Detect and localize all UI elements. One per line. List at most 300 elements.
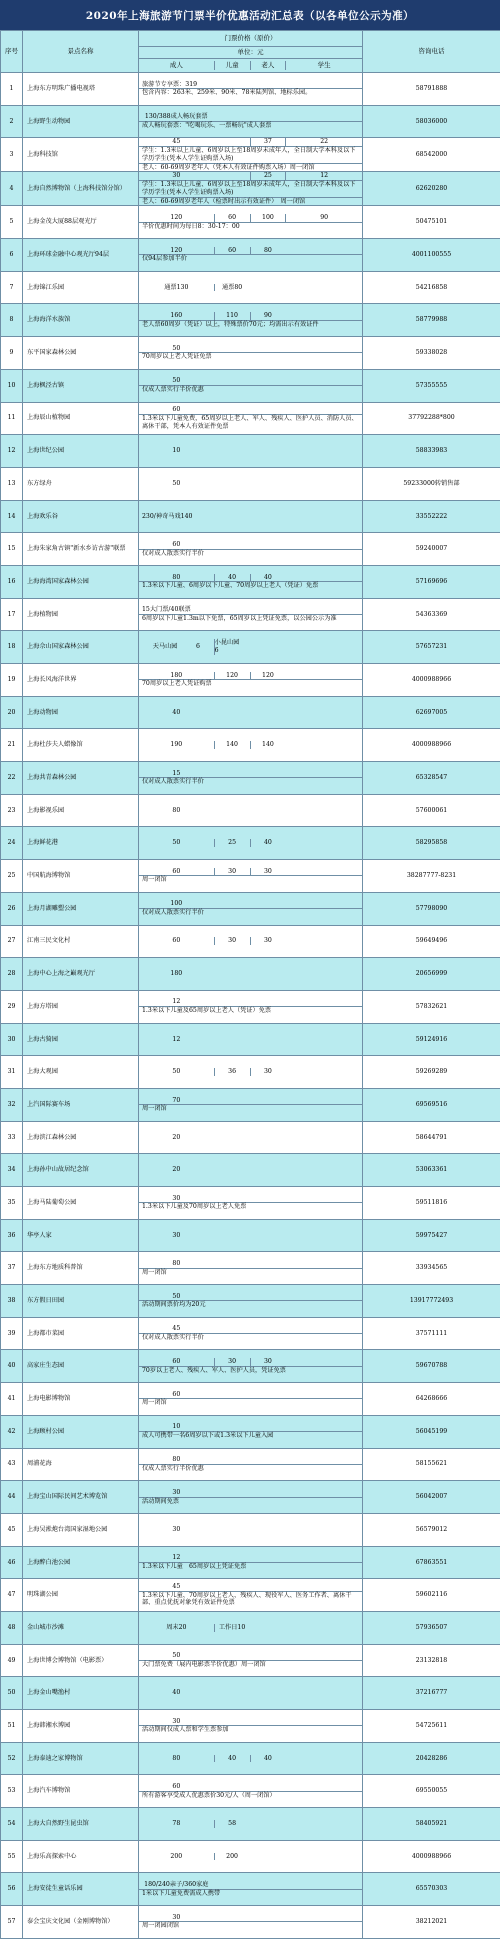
price-cell [139,1677,363,1710]
attraction-name: 泰会宝庆文化园（金刚博物馆） [23,1906,139,1939]
row-number: 37 [1,1252,23,1285]
table-row [1,631,500,664]
price-cell [139,1023,363,1056]
price-cell [139,304,363,337]
price-cell [139,239,363,272]
row-number: 48 [1,1611,23,1644]
price-adult: 60 [139,541,214,549]
attraction-name: 中国航海博物馆 [23,860,139,893]
price-cell [139,1742,363,1775]
price-adult: 70 [139,1097,214,1105]
price-note-2: 老人：60-69周岁老年人（检票时出示有效证件） 周一闭馆 [139,198,362,206]
attraction-name: 上海杜莎夫人蜡像馆 [23,729,139,762]
row-number: 35 [1,1187,23,1220]
row-number: 45 [1,1513,23,1546]
price-adult: 15 [139,770,214,778]
phone-number: 13917772493 [363,1285,500,1318]
table-row [1,1513,500,1546]
price-child: 200 [214,1853,250,1861]
phone-number: 58791888 [363,73,500,106]
price-adult: 120 [139,214,214,222]
price-note-2: 包含内容：263米、259米、90米、78米陆列馆、地标乐园。 [139,89,362,97]
attraction-name: 上海电影博物馆 [23,1383,139,1416]
phone-number: 37216777 [363,1677,500,1710]
price-cell [139,729,363,762]
price-note: 周一闭馆 [139,1269,362,1277]
table-header [1,31,500,73]
price-cell [139,402,363,435]
phone-number: 23132818 [363,1644,500,1677]
row-number: 19 [1,664,23,697]
attraction-name: 上海滨江森林公园 [23,1121,139,1154]
header-adult: 成人 [139,61,214,69]
phone-number: 62697005 [363,696,500,729]
phone-number: 57657231 [363,631,500,664]
row-number: 47 [1,1579,23,1612]
row-number: 20 [1,696,23,729]
attraction-name: 上海长风海洋世界 [23,664,139,697]
header-price-cols [139,59,363,73]
price-adult: 120 [139,247,214,255]
price-adult: 10 [139,1423,214,1431]
price-cell [139,467,363,500]
price-cell [139,827,363,860]
phone-number: 65570303 [363,1873,500,1906]
phone-number: 59649496 [363,925,500,958]
price-note: 周一闭馆 [139,1399,362,1407]
price-cell [139,172,363,206]
price-adult: 45 [139,1583,214,1591]
price-adult: 60 [139,1358,214,1366]
attraction-name: 金山城市沙滩 [23,1611,139,1644]
table-row [1,1873,500,1906]
attraction-name: 上海大自然野生昆虫馆 [23,1808,139,1841]
table-row [1,1546,500,1579]
price-cell [139,1415,363,1448]
phone-number: 53063361 [363,1154,500,1187]
price-elder: 30 [250,868,286,876]
price-cell [139,664,363,697]
row-number: 26 [1,892,23,925]
table-row [1,925,500,958]
price-table [0,30,500,1939]
attraction-name: 上海世博会博物馆（电影票） [23,1644,139,1677]
phone-number: 69569516 [363,1088,500,1121]
price-elder: 40 [250,839,286,847]
price-note-2: 老人：60-69周岁老年人（凭本人有效证件购票入场）周一闭馆 [139,164,362,172]
price-cell [139,892,363,925]
header-phone: 咨询电话 [363,31,500,73]
price-student: 22 [285,138,362,146]
phone-number: 56579012 [363,1513,500,1546]
price-adult: 45 [139,1325,214,1333]
price-adult: 50 [139,1293,214,1301]
phone-number: 4000988966 [363,1840,500,1873]
price-child: 25 [214,839,250,847]
price-adult: 80 [139,1755,214,1763]
attraction-name: 上海古猗园 [23,1023,139,1056]
table-row [1,239,500,272]
price-cell [139,500,363,533]
row-number: 1 [1,73,23,106]
table-row [1,1840,500,1873]
price-elder: 30 [250,1358,286,1366]
row-number: 53 [1,1775,23,1808]
row-number: 3 [1,138,23,172]
price-child: 通票80 [214,284,250,292]
price-adult: 50 [139,1068,214,1076]
price-adult: 30 [139,1526,214,1534]
attraction-name: 上海顾村公园 [23,1415,139,1448]
phone-number: 37792288*800 [363,402,500,435]
attraction-name: 上海泰迪之家博物馆 [23,1742,139,1775]
price-note: 仅94层参加半价 [139,255,362,263]
table-row [1,1317,500,1350]
price-elder: 140 [250,741,286,749]
table-row [1,1219,500,1252]
row-number: 42 [1,1415,23,1448]
row-number: 46 [1,1546,23,1579]
price-cell [139,762,363,795]
phone-number: 58405921 [363,1808,500,1841]
row-number: 13 [1,467,23,500]
price-child: 58 [214,1820,250,1828]
price-note: 仅对成人散票实行半价 [139,1334,362,1342]
price-child: 36 [214,1068,250,1076]
price-child: 60 [214,214,250,222]
price-adult: 160 [139,312,214,320]
price-adult: 12 [139,998,214,1006]
attraction-name: 上海环球金融中心观光厅94层 [23,239,139,272]
price-cell [139,1252,363,1285]
phone-number: 59511816 [363,1187,500,1220]
price-adult: 60 [139,406,214,414]
header-unit: 单位：元 [139,47,363,59]
price-cell [139,73,363,106]
price-elder: 40 [250,574,286,582]
phone-number: 37571111 [363,1317,500,1350]
row-number: 55 [1,1840,23,1873]
phone-number: 57936507 [363,1611,500,1644]
phone-number: 58644791 [363,1121,500,1154]
price-adult: 通票130 [139,284,214,292]
page-title: 2020年上海旅游节门票半价优惠活动汇总表（以各单位公示为准） [0,0,500,30]
attraction-name: 上海方塔园 [23,990,139,1023]
price-note: 70周岁以上老人凭证购票 [139,680,362,688]
phone-number: 20656999 [363,958,500,991]
attraction-name: 上海自然博物馆（上海科技馆分馆） [23,172,139,206]
price-adult: 天马山园 6 [139,643,214,651]
price-adult: 60 [139,1783,214,1791]
header-child: 儿童 [214,61,250,69]
row-number: 36 [1,1219,23,1252]
price-cell [139,1154,363,1187]
attraction-name: 上海朱家角古镇"新水乡访古游"联票 [23,533,139,566]
price-note: 1米以下儿童免费需成人携带 [139,1890,362,1898]
phone-number: 54725611 [363,1710,500,1743]
price-cell [139,990,363,1023]
price-cell [139,206,363,239]
price-adult: 190 [139,741,214,749]
price-note: 1.3米以下儿童及70周岁以上老人免票 [139,1203,362,1211]
price-adult: 60 [139,1391,214,1399]
attraction-name: 东方假日田园 [23,1285,139,1318]
price-cell [139,1481,363,1514]
price-cell [139,105,363,138]
price-adult: 80 [139,574,214,582]
price-elder: 37 [250,138,286,146]
row-number: 34 [1,1154,23,1187]
phone-number: 58155621 [363,1448,500,1481]
price-note: 70周岁以上老人凭证免票 [139,353,362,361]
row-number: 7 [1,271,23,304]
price-student: 12 [285,172,362,180]
price-adult: 45 [139,138,214,146]
price-note: 学生：1.3米以上儿童、6周岁以上至18周岁未成年人，全日制大学本科及以下学历学生(凭本人学生证购票入场) [139,181,362,197]
price-adult: 30 [139,1195,214,1203]
row-number: 43 [1,1448,23,1481]
row-number: 23 [1,794,23,827]
phone-number: 33552222 [363,500,500,533]
table-row [1,1611,500,1644]
price-cell [139,1710,363,1743]
price-note: 半价优惠时间为每日8：30-17：00 [139,223,362,231]
price-adult: 周末20 [139,1624,214,1632]
table-row [1,794,500,827]
phone-number: 58779988 [363,304,500,337]
attraction-name: 上海佘山国家森林公园 [23,631,139,664]
table-row [1,762,500,795]
table-row [1,1448,500,1481]
price-adult: 10 [139,447,214,455]
row-number: 5 [1,206,23,239]
price-cell [139,794,363,827]
table-row [1,1383,500,1416]
table-row [1,172,500,206]
price-cell [139,925,363,958]
attraction-name: 周浦花海 [23,1448,139,1481]
table-row [1,271,500,304]
price-cell [139,958,363,991]
table-row [1,1285,500,1318]
price-cell [139,1219,363,1252]
attraction-name: 上海都市菜园 [23,1317,139,1350]
price-cell [139,631,363,664]
price-adult: 50 [139,480,214,488]
attraction-name: 上海马陆葡萄公园 [23,1187,139,1220]
attraction-name: 上海东方明珠广播电视塔 [23,73,139,106]
table-row [1,304,500,337]
row-number: 21 [1,729,23,762]
table-row [1,435,500,468]
table-row [1,1415,500,1448]
row-number: 11 [1,402,23,435]
row-number: 25 [1,860,23,893]
attraction-name: 东方绿舟 [23,467,139,500]
phone-number: 20428286 [363,1742,500,1775]
table-row [1,1644,500,1677]
price-adult: 30 [139,1914,214,1922]
price-cell [139,1088,363,1121]
row-number: 38 [1,1285,23,1318]
price-child: 40 [214,1755,250,1763]
phone-number: 38287777-8231 [363,860,500,893]
row-number: 28 [1,958,23,991]
table-row [1,467,500,500]
row-number: 2 [1,105,23,138]
attraction-name: 上海大观园 [23,1056,139,1089]
phone-number: 65328547 [363,762,500,795]
price-note: 大门票免费（展内电影票半价优惠）周一闭馆 [139,1661,362,1669]
phone-number: 69550055 [363,1775,500,1808]
table-row [1,729,500,762]
attraction-name: 上海吴淞炮台湾国家湿地公园 [23,1513,139,1546]
attraction-name: 江南三民文化村 [23,925,139,958]
table-row [1,500,500,533]
phone-number: 57798090 [363,892,500,925]
price-cell [139,598,363,631]
table-row [1,1121,500,1154]
phone-number: 62620280 [363,172,500,206]
phone-number: 67863551 [363,1546,500,1579]
phone-number: 58036000 [363,105,500,138]
row-number: 30 [1,1023,23,1056]
price-cell [139,1579,363,1612]
table-row [1,533,500,566]
row-number: 44 [1,1481,23,1514]
attraction-name: 上海共青森林公园 [23,762,139,795]
price-cell [139,696,363,729]
attraction-name: 上海月湖雕塑公园 [23,892,139,925]
price-note: 所有游客享受成人优惠票价30元/人（周一闭馆） [139,1792,362,1800]
attraction-name: 上海安徒生童话乐园 [23,1873,139,1906]
phone-number: 57600061 [363,794,500,827]
price-adult: 80 [139,807,214,815]
attraction-name: 上海东方地质科普馆 [23,1252,139,1285]
phone-number: 59670788 [363,1350,500,1383]
price-adult: 80 [139,1260,214,1268]
row-number: 41 [1,1383,23,1416]
price-note: 周一闭馆 [139,876,362,884]
attraction-name: 上海锦江乐园 [23,271,139,304]
attraction-name: 上海枫泾古镇 [23,369,139,402]
price-elder: 80 [250,247,286,255]
attraction-name: 上海汽车博物馆 [23,1775,139,1808]
price-note: 周一闭馆 [139,1105,362,1113]
price-cell [139,1546,363,1579]
price-adult: 30 [139,1232,214,1240]
phone-number: 59602116 [363,1579,500,1612]
price-child: 30 [214,937,250,945]
row-number: 14 [1,500,23,533]
attraction-name: 上海欢乐谷 [23,500,139,533]
price-note: 周一闭园闭馆 [139,1922,362,1930]
price-adult: 180 [139,672,214,680]
row-number: 27 [1,925,23,958]
table-row [1,369,500,402]
table-body [1,73,500,1939]
price-cell [139,1350,363,1383]
attraction-name: 东平国家森林公园 [23,337,139,370]
table-row [1,1023,500,1056]
table-row [1,105,500,138]
header-elder: 老人 [250,61,286,69]
price-note: 1.3米以下儿童免费，65周岁以上老人、军人、残疾人、医护人员、消防人员、离休干部，凭本人有效证件免票 [139,415,362,431]
price-note: 仅成人票实行半价优惠 [139,1465,362,1473]
price-note: 成人畅玩套票："吃喝玩乐、一票畅玩"成人套票 [139,122,362,130]
table-row [1,73,500,106]
price-cell [139,1056,363,1089]
price-cell [139,1317,363,1350]
table-row [1,1579,500,1612]
phone-number: 54216858 [363,271,500,304]
row-number: 49 [1,1644,23,1677]
price-note: 1.3米以下儿童 65周岁以上凭证免票 [139,1563,362,1571]
table-row [1,1252,500,1285]
price-cell [139,1873,363,1906]
row-number: 57 [1,1906,23,1939]
price-cell [139,1611,363,1644]
row-number: 9 [1,337,23,370]
phone-number: 59269289 [363,1056,500,1089]
row-number: 31 [1,1056,23,1089]
attraction-name: 上海金山嘴渔村 [23,1677,139,1710]
row-number: 22 [1,762,23,795]
price-child: 工作日10 [214,1624,250,1632]
price-adult: 12 [139,1036,214,1044]
table-row [1,337,500,370]
price-adult: 50 [139,839,214,847]
price-child: 40 [214,574,250,582]
row-number: 39 [1,1317,23,1350]
phone-number: 57832621 [363,990,500,1023]
price-cell [139,1448,363,1481]
table-row [1,1677,500,1710]
table-row [1,1088,500,1121]
table-row [1,206,500,239]
attraction-name: 上海动物园 [23,696,139,729]
price-adult: 50 [139,345,214,353]
phone-number: 4000988966 [363,729,500,762]
price-cell [139,138,363,172]
attraction-name: 明珠湖公园 [23,1579,139,1612]
phone-number: 57169696 [363,565,500,598]
price-note: 仅对成人散票实行半价 [139,778,362,786]
header-name: 景点名称 [23,31,139,73]
phone-number: 58833983 [363,435,500,468]
row-number: 29 [1,990,23,1023]
price-note: 活动期间票价均为20元 [139,1301,362,1309]
price-adult: 30 [139,1718,214,1726]
phone-number: 50475101 [363,206,500,239]
price-adult: 30 [139,1489,214,1497]
price-note: 旅游节专享票：319 [139,81,362,89]
price-elder: 40 [250,1755,286,1763]
row-number: 52 [1,1742,23,1775]
price-note: 1.3米以下儿童、70周岁以上老人、残疾人、现役军人、医务工作者、离休干部、重点优抚对象凭有效证件免票 [139,1592,362,1608]
row-number: 6 [1,239,23,272]
price-cell [139,533,363,566]
table-row [1,402,500,435]
price-note: 学生：1.3米以上儿童、6周岁以上至18周岁未成年人，全日制大学本科及以下学历学生(凭本人学生证购票入场) [139,147,362,163]
phone-number: 68542000 [363,138,500,172]
row-number: 40 [1,1350,23,1383]
price-adult: 180 [139,970,214,978]
price-cell [139,1808,363,1841]
price-child: 60 [214,247,250,255]
table-row [1,827,500,860]
phone-number: 4000988966 [363,664,500,697]
